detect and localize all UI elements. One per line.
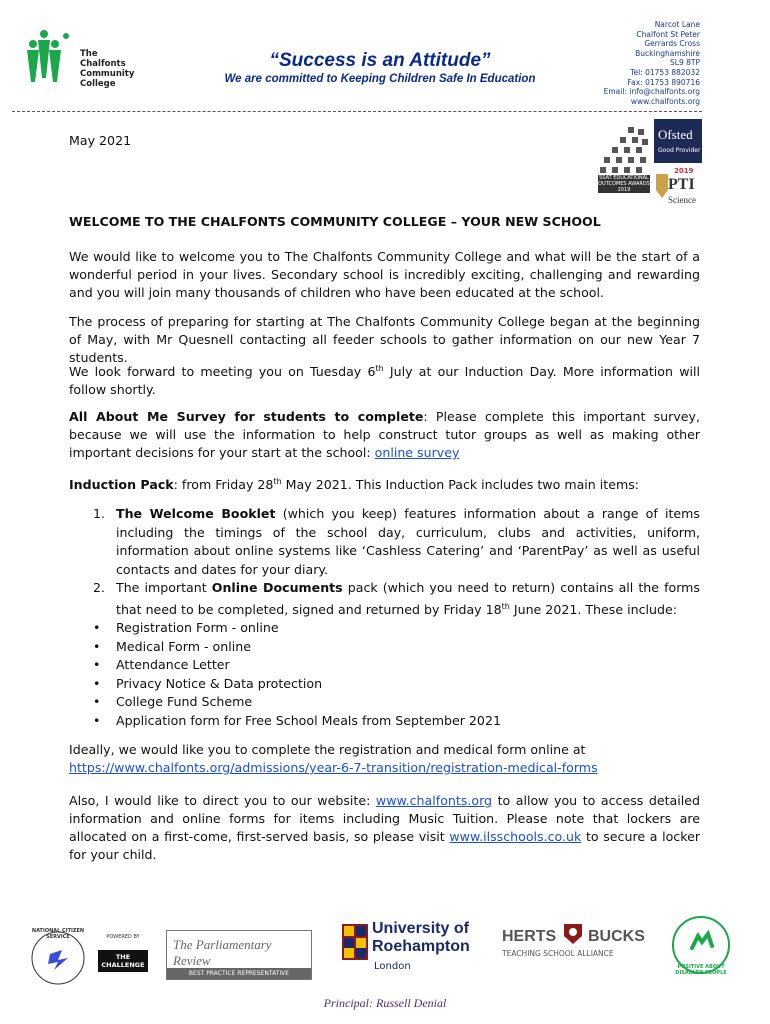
text-run: Also, I would like to direct you to our website: (69, 793, 376, 808)
ordinal-suffix: th (501, 601, 510, 611)
herts-bucks-emblem-icon (562, 920, 584, 946)
roe-line: Roehampton (372, 938, 470, 955)
roe-location: London (374, 961, 411, 972)
bullet-text: Medical Form - online (116, 638, 251, 654)
bullet-item (69, 675, 700, 694)
text-run: May 2021. This Induction Pack includes two main items: (281, 477, 640, 493)
bullet-item (69, 638, 700, 657)
roehampton-logo (342, 920, 492, 976)
text-run: July at our Induction Day. More information will follow shortly. (69, 364, 700, 398)
paragraph-text: We would like to welcome you to The Chalfonts Community College and what will be the start of a wonderful period in your lives. Secondary school is incredibly exciting, challenging and rewarding and you will join many thousands of children who have been educated at the school. (69, 249, 700, 300)
bullet-text: College Fund Scheme (116, 694, 253, 710)
college-logo-icon (24, 28, 76, 84)
herts-text: HERTS (502, 928, 557, 945)
powered-by-text: POWERED BY (106, 934, 140, 940)
bullet-icon: • (93, 675, 101, 691)
challenge-logo (98, 934, 148, 972)
challenge-text: THE CHALLENGE (98, 950, 148, 972)
paragraph-text (69, 741, 700, 777)
roe-line: University of (372, 920, 469, 937)
pti-subject: Science (668, 195, 696, 205)
ncs-text: NATIONAL CITIZEN SERVICE (31, 928, 85, 940)
paragraph-induction-pack (69, 473, 700, 494)
bullet-item (69, 619, 700, 638)
paragraph-survey (69, 408, 700, 462)
address-line: Chalfont St Peter (636, 29, 700, 39)
address-line: Gerrards Cross (644, 39, 700, 49)
herts-bucks-logo (502, 918, 652, 968)
roehampton-crest-icon (342, 924, 368, 960)
ssat-pattern-icon (598, 125, 650, 175)
pti-year: 2019 (674, 167, 694, 175)
induction-pack-heading: Induction Pack (69, 477, 174, 493)
ssat-award-badge (598, 125, 650, 205)
list-item (69, 505, 700, 579)
ofsted-rating: Good Provider (658, 147, 701, 154)
college-name-line: College (80, 79, 116, 89)
list-number: 2. (93, 580, 106, 595)
survey-heading: All About Me Survey for students to complete (69, 409, 424, 424)
paragraph-text: The process of preparing for starting at The Chalfonts Community College began at the beginning of May, with Mr Quesnell contacting all feeder schools to gather information on our new Year 7 students. (69, 314, 700, 365)
paragraph-website (69, 792, 700, 864)
lockers-link[interactable]: www.ilsschools.co.uk (449, 829, 582, 844)
bullet-icon: • (93, 657, 101, 673)
item-text: The important (116, 580, 212, 595)
paragraph-preparation (69, 313, 700, 367)
email-line: Email: info@chalfonts.org (603, 87, 700, 97)
website-line: www.chalfonts.org (630, 96, 700, 106)
paragraph-induction-day (69, 360, 700, 399)
college-name-line: Chalfonts (80, 59, 126, 69)
text-run: : from Friday 28 (173, 477, 274, 493)
bullet-item (69, 693, 700, 712)
item-title: Online Documents (211, 580, 343, 595)
bullet-item (69, 656, 700, 675)
bullet-text: Privacy Notice & Data protection (116, 675, 323, 691)
text-run: Ideally, we would like you to complete the registration and medical form online at (69, 742, 586, 757)
phone-line: Tel: 01753 882032 (630, 67, 700, 77)
list-number: 1. (93, 506, 106, 521)
address-line: Narcot Lane (654, 20, 700, 29)
address-line: SL9 8TP (670, 58, 700, 68)
tagline: We are committed to Keeping Children Safe In Education (224, 73, 536, 85)
ordinal-suffix: th (273, 477, 282, 486)
text-run: to secure a locker for your child. (69, 829, 700, 862)
bullet-item (69, 712, 700, 731)
parl-title: The Parliamentary Review (173, 937, 272, 968)
principal-name: Principal: Russell Denial (323, 996, 447, 1010)
paragraph-welcome (69, 248, 700, 302)
bucks-text: BUCKS (588, 928, 645, 945)
parliamentary-review-logo (166, 930, 312, 980)
item-title: The Welcome Booklet (116, 506, 276, 521)
ncs-logo (28, 928, 88, 988)
bullet-icon: • (93, 712, 101, 728)
dis-text: POSITIVE ABOUT DISABLED PEOPLE (675, 964, 727, 976)
item-text: June 2021. These include: (509, 601, 677, 617)
paragraph-registration (69, 741, 700, 777)
bullet-icon: • (93, 620, 101, 636)
parl-sub: BEST PRACTICE REPRESENTATIVE (167, 968, 311, 979)
induction-pack-list (69, 505, 700, 730)
college-name (80, 49, 134, 89)
letter-heading: WELCOME TO THE CHALFONTS COMMUNITY COLLEGE – YOUR NEW SCHOOL (69, 214, 601, 229)
item-text: pack (which you need to return) contains all the forms that need to be completed, signed and returned by Friday 18 (116, 580, 700, 617)
motto: “Success is an Attitude” (269, 50, 491, 71)
letter-date: May 2021 (69, 133, 132, 148)
bullet-text: Application form for Free School Meals from September 2021 (116, 712, 501, 728)
online-survey-link[interactable]: online survey (374, 445, 460, 460)
bullet-text: Registration Form - online (116, 620, 279, 636)
fax-line: Fax: 01753 890716 (627, 77, 700, 87)
registration-form-link[interactable]: https://www.chalfonts.org/admissions/year-6-7-transition/registration-medical-forms (69, 760, 598, 775)
header-divider (12, 111, 702, 112)
paragraph-text (69, 408, 700, 462)
college-name-line: Community (80, 69, 135, 79)
website-link[interactable]: www.chalfonts.org (375, 793, 493, 808)
herts-sub: TEACHING SCHOOL ALLIANCE (502, 949, 614, 958)
ofsted-name: Ofsted (658, 127, 693, 142)
paragraph-text (69, 360, 700, 399)
address-line: Buckinghamshire (635, 48, 700, 58)
bullet-text: Attendance Letter (116, 657, 230, 673)
bullet-icon: • (93, 638, 101, 654)
ordinal-suffix: th (375, 364, 384, 373)
bullet-icon: • (93, 694, 101, 710)
list-item (69, 579, 700, 619)
disability-logo (668, 912, 734, 978)
text-run: We look forward to meeting you on Tuesday 6 (69, 364, 376, 380)
paragraph-text (69, 792, 700, 864)
pti-name: PTI (668, 176, 695, 193)
college-name-line: The (80, 49, 98, 59)
item-text: (which you keep) features information about a range of items including the timings of the school day, curriculum, clubs and activities, uniform, information about online systems like ‘Cashless Catering’ and ‘ParentPay’ as well as useful contacts and dates for your diary. (116, 506, 700, 577)
pti-badge (654, 166, 702, 206)
ofsted-badge (654, 119, 702, 163)
ssat-text: SSAT EDUCATIONAL OUTCOMES AWARDS 2019 (598, 175, 650, 193)
roe-name (372, 920, 470, 956)
text-run: : Please complete this important survey, because we will use the information to help construct tutor groups as well as making other important decisions for your start at the school: (69, 409, 700, 460)
paragraph-text (69, 473, 700, 494)
address-block (604, 20, 700, 106)
text-run: to allow you to access detailed information and online forms for items including Music Tuition. Please note that lockers are allocated on a first-come, first-served basis, so please visit (69, 793, 700, 844)
